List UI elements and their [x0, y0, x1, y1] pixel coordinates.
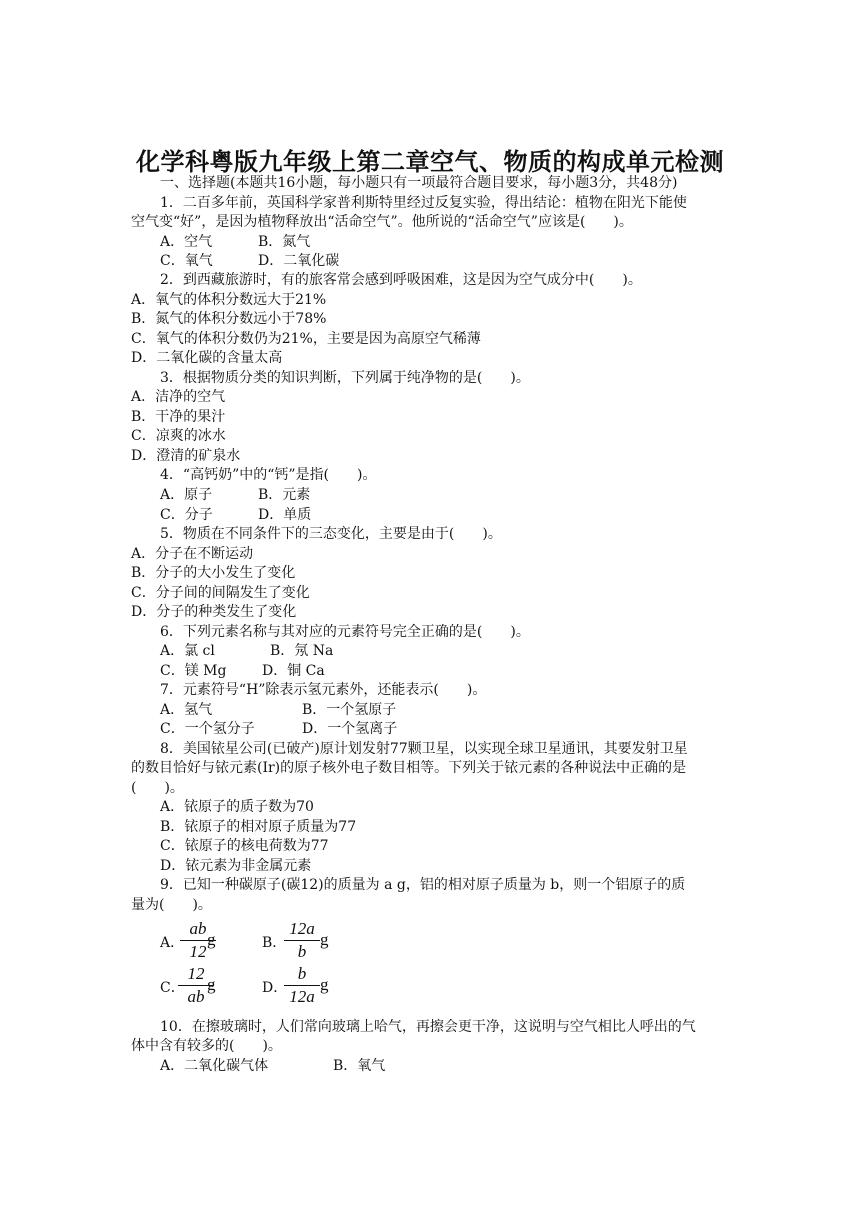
question-6-option-d: D．铜 Ca	[262, 663, 325, 679]
question-5-option-c: C．分子间的间隔发生了变化	[131, 585, 310, 601]
question-1-option-d: D．二氧化碳	[258, 253, 340, 269]
question-2-option-d: D．二氧化碳的含量太高	[131, 350, 283, 366]
fraction-denominator: 12	[189, 942, 207, 961]
question-4-option-d: D．单质	[258, 507, 312, 523]
question-7-option-c: C．一个氢分子	[160, 721, 255, 737]
question-9-option-d-unit: g	[320, 975, 329, 994]
question-5-option-b: B．分子的大小发生了变化	[131, 565, 296, 581]
question-3-option-b: B．干净的果汁	[131, 409, 226, 425]
question-3-option-a: A．洁净的空气	[131, 389, 226, 405]
question-7-option-b: B．一个氢原子	[302, 702, 397, 718]
question-7-option-a: A．氢气	[160, 702, 213, 718]
question-4-option-a: A．原子	[160, 487, 213, 503]
question-6-option-b: B．氖 Na	[270, 643, 334, 659]
question-9-stem-cont: 量为( )。	[131, 897, 212, 913]
fraction-denominator: ab	[187, 987, 205, 1006]
question-9-option-c-unit: g	[207, 975, 216, 994]
question-1-stem-cont: 空气变“好”，是因为植物释放出“活命空气”。他所说的“活命空气”应该是( )。	[131, 214, 633, 230]
question-9-stem: 9．已知一种碳原子(碳12)的质量为 a g，铝的相对原子质量为 b，则一个铝原子的质	[160, 877, 686, 893]
question-9-option-d-fraction	[282, 964, 322, 1007]
fraction-numerator: 12	[187, 964, 205, 983]
question-5-option-d: D．分子的种类发生了变化	[131, 604, 297, 620]
question-9-option-d-label: D．	[262, 980, 288, 996]
fraction-numerator: ab	[189, 919, 207, 938]
question-8-option-c: C．铱原子的核电荷数为77	[160, 838, 329, 854]
question-10-option-b: B．氧气	[333, 1058, 386, 1074]
question-2-option-a: A．氧气的体积分数远大于21%	[131, 292, 327, 308]
question-5-option-a: A．分子在不断运动	[131, 546, 254, 562]
question-4-stem: 4．“高钙奶”中的“钙”是指( )。	[160, 467, 377, 483]
question-10-stem-cont: 体中含有较多的( )。	[131, 1038, 282, 1054]
question-4-option-b: B．元素	[258, 487, 311, 503]
question-9-option-a-label: A．	[160, 935, 185, 951]
question-9-option-c-label: C．	[160, 980, 185, 996]
question-3-option-c: C．凉爽的冰水	[131, 428, 226, 444]
question-8-stem-end: ( )。	[131, 780, 184, 796]
question-10-option-a: A．二氧化碳气体	[160, 1058, 269, 1074]
question-2-stem: 2．到西藏旅游时，有的旅客常会感到呼吸困难，这是因为空气成分中( )。	[160, 272, 642, 288]
question-3-option-d: D．澄清的矿泉水	[131, 448, 241, 464]
question-1-option-b: B．氮气	[258, 234, 311, 250]
question-8-stem-cont: 的数目恰好与铱元素(Ir)的原子核外电子数目相等。下列关于铱元素的各种说法中正确的是	[131, 760, 687, 776]
question-2-option-c: C．氧气的体积分数仍为21%，主要是因为高原空气稀薄	[131, 331, 481, 347]
question-8-option-b: B．铱原子的相对原子质量为77	[160, 819, 357, 835]
question-5-stem: 5．物质在不同条件下的三态变化，主要是由于( )。	[160, 526, 502, 542]
question-9-option-a-unit: g	[207, 930, 216, 949]
question-9-option-b-fraction	[282, 919, 322, 962]
question-6-option-c: C．镁 Mg	[160, 663, 227, 679]
fraction-numerator: 12a	[289, 919, 315, 938]
question-4-option-c: C．分子	[160, 507, 213, 523]
fraction-bar	[284, 985, 320, 986]
question-7-stem: 7．元素符号“H”除表示氢元素外，还能表示( )。	[160, 682, 487, 698]
question-1-stem: 1．二百多年前，英国科学家普利斯特里经过反复实验，得出结论：植物在阳光下能使	[160, 195, 687, 211]
question-1-option-a: A．空气	[160, 234, 213, 250]
question-8-option-d: D．铱元素为非金属元素	[160, 858, 312, 874]
question-8-stem: 8．美国铱星公司(已破产)原计划发射77颗卫星，以实现全球卫星通讯，其要发射卫星	[160, 741, 688, 757]
page-title: 化学科粤版九年级上第二章空气、物质的构成单元检测	[136, 148, 724, 176]
question-9-option-b-label: B．	[262, 935, 287, 951]
question-6-stem: 6．下列元素名称与其对应的元素符号完全正确的是( )。	[160, 624, 530, 640]
question-8-option-a: A．铱原子的质子数为70	[160, 799, 314, 815]
question-6-option-a: A．氯 cl	[160, 643, 215, 659]
question-9-option-b-unit: g	[320, 930, 329, 949]
question-10-stem: 10．在擦玻璃时，人们常向玻璃上哈气，再擦会更干净，这说明与空气相比人呼出的气	[160, 1019, 696, 1035]
question-1-option-c: C．氧气	[160, 253, 213, 269]
question-2-option-b: B．氮气的体积分数远小于78%	[131, 311, 327, 327]
fraction-denominator: b	[297, 942, 307, 961]
fraction-denominator: 12a	[289, 987, 315, 1006]
fraction-numerator: b	[297, 964, 307, 983]
fraction-bar	[284, 940, 320, 941]
question-7-option-d: D．一个氢离子	[302, 721, 398, 737]
question-3-stem: 3．根据物质分类的知识判断，下列属于纯净物的是( )。	[160, 370, 530, 386]
section-heading: 一、选择题(本题共16小题，每小题只有一项最符合题目要求，每小题3分，共48分)	[160, 175, 678, 191]
